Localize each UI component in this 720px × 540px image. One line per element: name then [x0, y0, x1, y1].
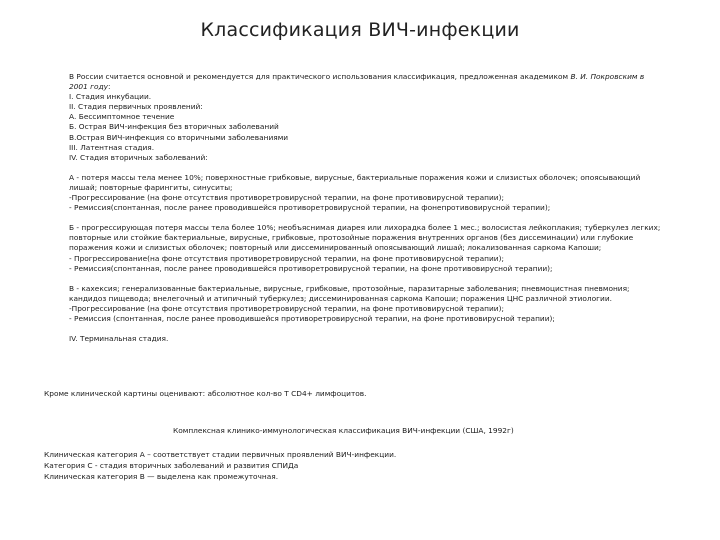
group-b-remission: - Ремиссия(спонтанная, после ранее проводившейся противоретровирусной терапии, на фоне противовирусной терапии);: [69, 263, 553, 273]
group-v-description: В - кахексия; генерализованные бактериальные, вирусные, грибковые, протозойные, паразитарные заболевания; пневмоцистная пневмония; кандидоз пищевода; внелегочный и атипичный туберкулез; диссеминированная саркома Капоши; поражения ЦНС различной этиологии.: [69, 283, 630, 303]
category-line: Клиническая категория В — выделена как промежуточная.: [44, 472, 279, 481]
stage-line: II. Стадия первичных проявлений:: [69, 102, 203, 112]
category-line: Клиническая категория А – соответствует стадии первичных проявлений ВИЧ-инфекции.: [44, 450, 397, 459]
content-body: [69, 72, 661, 344]
group-a-description: А - потеря массы тела менее 10%; поверхностные грибковые, вирусные, бактериальные поражения кожи и слизистых оболочек; опоясывающий лишай; повторные фарингиты, синуситы;: [69, 172, 641, 192]
group-a-remission: - Ремиссия(спонтанная, после ранее проводившейся противоретровирусной терапии, на фонепротивовирусной терапии);: [69, 203, 551, 213]
stage-line: А. Бессимптомное течение: [69, 112, 175, 122]
stage-line: Б. Острая ВИЧ-инфекция без вторичных заболеваний: [69, 122, 279, 132]
group-b-description: Б - прогрессирующая потеря массы тела более 10%; необъяснимая диарея или лихорадка более 1 мес.; волосистая лейкоплакия; туберкулез легких; повторные или стойкие бактериальные, вирусные, грибковые, протозойные поражения внутренних органов (без диссеминации) или глубокие поражения кожи и слизистых оболочек; повторный или диссеминированный опоясывающий лишай; локализованная саркома Капоши;: [69, 223, 661, 253]
cd4-note: Кроме клинической картины оценивают: абсолютное кол-во Т CD4+ лимфоцитов.: [44, 389, 367, 398]
intro-text: В России считается основной и рекомендуется для практического использования классификация, предложенная академиком: [69, 72, 571, 81]
intro-tail: :: [108, 82, 111, 92]
group-a-progression: -Прогрессирование (на фоне отсутствия противоретровирусной терапии, на фоне противовирусной терапии);: [69, 193, 504, 203]
stage-line: III. Латентная стадия.: [69, 142, 155, 152]
stage-line: I. Стадия инкубации.: [69, 92, 152, 102]
stage-line: IV. Стадия вторичных заболеваний:: [69, 152, 208, 162]
intro-author: В. И. Покровским в 2001 году: [69, 72, 645, 92]
category-line: Категория С - стадия вторичных заболеваний и развития СПИДа: [44, 461, 299, 470]
group-b-progression: - Прогрессирование(на фоне отсутствия противоретровирусной терапии, на фоне противовирусной терапии);: [69, 253, 504, 263]
stage-line: В.Острая ВИЧ-инфекция со вторичными заболеваниями: [69, 132, 289, 142]
terminal-stage: IV. Терминальная стадия.: [69, 334, 169, 344]
group-v-progression: -Прогрессирование (на фоне отсутствия противоретровирусной терапии, на фоне противовирусной терапии);: [69, 303, 504, 313]
classification-subtitle: Комплексная клинико-иммунологическая классификация ВИЧ-инфекции (США, 1992г): [173, 426, 514, 435]
categories-list: [44, 449, 396, 482]
intro-paragraph: [69, 72, 661, 92]
page-title: Классификация ВИЧ-инфекции: [200, 19, 520, 41]
group-v-remission: - Ремиссия (спонтанная, после ранее проводившейся противоретровирусной терапии, на фоне противовирусной терапии);: [69, 313, 555, 323]
